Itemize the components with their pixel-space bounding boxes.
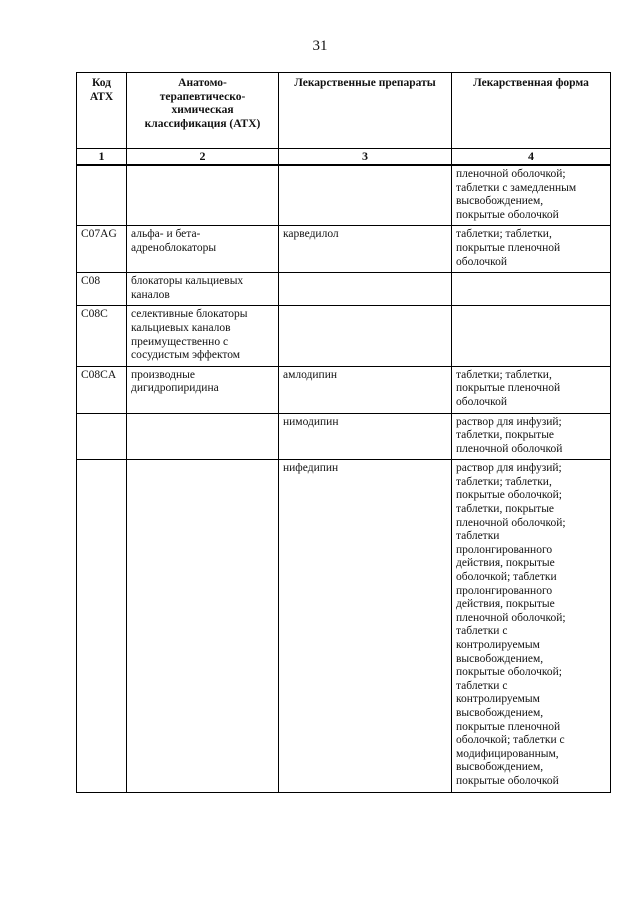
table-row <box>77 306 611 366</box>
table-row <box>77 165 611 226</box>
cell-classification <box>127 413 279 460</box>
cell-form <box>452 273 611 306</box>
cell-form: пленочной оболочкой; таблетки с замедленным высвобождением, покрытые оболочкой <box>452 165 611 226</box>
cell-classification: производные дигидропиридина <box>127 366 279 413</box>
column-number-row <box>77 149 611 166</box>
cell-drug <box>279 273 452 306</box>
cell-classification <box>127 460 279 792</box>
cell-form: таблетки; таблетки, покрытые пленочной оболочкой <box>452 366 611 413</box>
atc-drug-table <box>76 72 611 793</box>
cell-code <box>77 413 127 460</box>
cell-drug: карведилол <box>279 226 452 273</box>
header-classification: Анатомо- терапевтическо- химическая классификация (АТХ) <box>127 73 279 149</box>
cell-drug: амлодипин <box>279 366 452 413</box>
cell-code <box>77 460 127 792</box>
cell-code: C08CA <box>77 366 127 413</box>
page-number: 31 <box>312 38 328 54</box>
cell-form: раствор для инфузий; таблетки, покрытые пленочной оболочкой <box>452 413 611 460</box>
cell-form: таблетки; таблетки, покрытые пленочной оболочкой <box>452 226 611 273</box>
cell-code: C08C <box>77 306 127 366</box>
cell-form <box>452 306 611 366</box>
cell-code <box>77 165 127 226</box>
column-number: 3 <box>279 149 452 166</box>
column-number: 4 <box>452 149 611 166</box>
table-header-row <box>77 73 611 149</box>
table-row <box>77 413 611 460</box>
cell-drug: нифедипин <box>279 460 452 792</box>
header-dosage-form: Лекарственная форма <box>452 73 611 149</box>
table-row <box>77 273 611 306</box>
cell-code: C08 <box>77 273 127 306</box>
table-row <box>77 460 611 792</box>
cell-classification: блокаторы кальциевых каналов <box>127 273 279 306</box>
cell-drug <box>279 306 452 366</box>
column-number: 2 <box>127 149 279 166</box>
cell-classification: альфа- и бета- адреноблокаторы <box>127 226 279 273</box>
header-code: Код АТХ <box>77 73 127 149</box>
header-drugs: Лекарственные препараты <box>279 73 452 149</box>
cell-form: раствор для инфузий; таблетки; таблетки, покрытые оболочкой; таблетки, покрытые пленочной оболочкой; таблетки пролонгированного действия, покрытые оболочкой; таблетки пролонгированного действия, покрытые пленочной оболочкой; таблетки с контролируемым высвобождением, покрытые оболочкой; таблетки с контролируемым высвобождением, покрытые пленочной оболочкой; таблетки с модифицированным, высвобождением, покрытые оболочкой <box>452 460 611 792</box>
cell-drug <box>279 165 452 226</box>
cell-classification: селективные блокаторы кальциевых каналов преимущественно с сосудистым эффектом <box>127 306 279 366</box>
cell-drug: нимодипин <box>279 413 452 460</box>
column-number: 1 <box>77 149 127 166</box>
table-row <box>77 226 611 273</box>
cell-classification <box>127 165 279 226</box>
table-row <box>77 366 611 413</box>
cell-code: C07AG <box>77 226 127 273</box>
